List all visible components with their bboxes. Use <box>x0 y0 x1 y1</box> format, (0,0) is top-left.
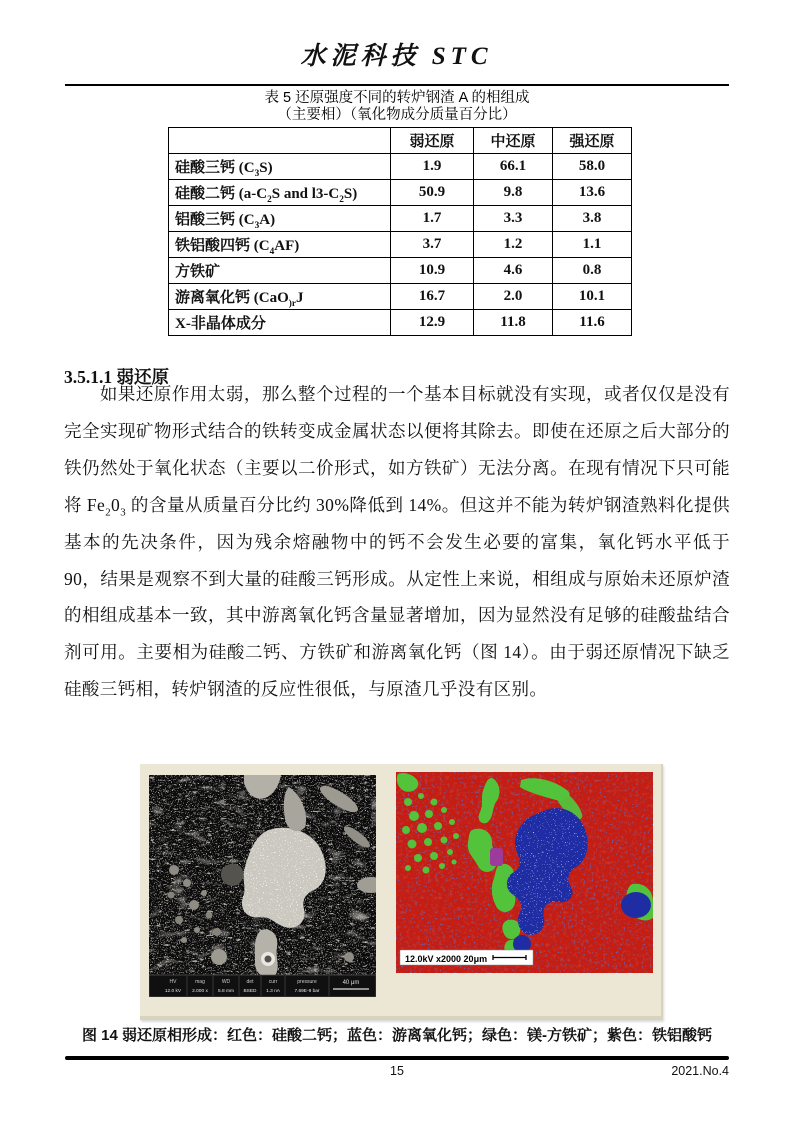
cell-value: 58.0 <box>553 154 632 180</box>
table-row <box>169 232 632 258</box>
cell-value: 12.9 <box>391 310 474 336</box>
table-row <box>169 284 632 310</box>
cell-value: 1.7 <box>391 206 474 232</box>
cell-value: 0.8 <box>553 258 632 284</box>
cell-value: 16.7 <box>391 284 474 310</box>
phase-label: 铁铝酸四钙 $(C_4AF)$ <box>169 232 391 258</box>
sem-col-pressure: pressure <box>297 979 317 985</box>
cell-value: 10.1 <box>553 284 632 310</box>
sem-col-det: det <box>246 979 254 985</box>
phase-label: 游离氧化钙 (CaO$_{)r}$J <box>169 284 391 310</box>
phase-purple-calcium-aluminoferrite <box>490 848 503 866</box>
cell-value: 66.1 <box>474 154 553 180</box>
cell-value: 4.6 <box>474 258 553 284</box>
section-heading: 3.5.1.1 弱还原 <box>64 367 169 387</box>
table-row <box>169 154 632 180</box>
issue-number: 2021.No.4 <box>671 1064 729 1078</box>
cell-value: 10.9 <box>391 258 474 284</box>
table-row <box>169 180 632 206</box>
footer-divider <box>65 1056 729 1060</box>
cell-value: 3.7 <box>391 232 474 258</box>
sem-micrograph <box>149 775 376 1002</box>
table-title-line1: 表 5 还原强度不同的转炉钢渣 A 的相组成 <box>264 90 530 106</box>
col-header-strong: 强还原 <box>553 128 632 154</box>
header-divider <box>65 84 729 86</box>
table-title-line2: （主要相）（氧化物成分质量百分比） <box>277 107 517 123</box>
cell-value: 11.8 <box>474 310 553 336</box>
phase-map-label: 12.0kV x2000 20μm <box>405 954 488 964</box>
cell-value: 9.8 <box>474 180 553 206</box>
cell-value: 50.9 <box>391 180 474 206</box>
phase-label: 方铁矿 <box>169 258 391 284</box>
sem-col-hv: HV <box>169 979 177 985</box>
sem-col-curr: curr <box>268 979 278 985</box>
col-header-weak: 弱还原 <box>391 128 474 154</box>
sem-val-mag: 2.000 x <box>192 989 208 994</box>
cell-value: 2.0 <box>474 284 553 310</box>
table-row <box>169 258 632 284</box>
cell-value: 3.3 <box>474 206 553 232</box>
sem-info-bar <box>149 975 376 997</box>
figure-caption: 图 14 弱还原相形成：红色：硅酸二钙；蓝色：游离氧化钙；绿色：镁-方铁矿；紫色：铁铝酸钙 <box>81 1027 713 1044</box>
sem-val-det: BSED <box>243 989 257 994</box>
sem-col-wd: WD <box>221 979 231 985</box>
table-row <box>169 206 632 232</box>
body-paragraph: 如果还原作用太弱，那么整个过程的一个基本目标就没有实现，或者仅仅是没有完全实现矿物形式结合的铁转变成金属状态以便将其除去。即使在还原之后大部分的铁仍然处于氧化状态（主要以二价形式，如方铁矿）无法分离。在现有情况下只可能将 $Fe_20_3$ 的含量从质量百分比约 30%降低到 14%。但这并不能为转炉钢渣熟料化提供基本的先决条件，因为残余熔融物中的钙不会发生必要的富集，氧化钙水平低于 90，结果是观察不到大量的硅酸三钙形成。从定性上来说，相组成与原始未还原炉渣的相组成基本一致，其中游离氧化钙含量显著增加，因为显然没有足够的硅酸盐结合剂可用。主要相为硅酸二钙、方铁矿和游离氧化钙（图 14）。由于弱还原情况下缺乏硅酸三钙相，转炉钢渣的反应性很低，与原渣几乎没有区别。 <box>64 384 730 700</box>
phase-label: 硅酸三钙 $(C_3S)$ <box>169 154 391 180</box>
phase-map-scale-box <box>400 950 533 965</box>
cell-value: 1.1 <box>553 232 632 258</box>
phase-label: X-非晶体成分 <box>169 310 391 336</box>
table-title <box>65 90 729 124</box>
cell-value: 3.8 <box>553 206 632 232</box>
table-row <box>169 310 632 336</box>
phase-label: 铝酸三钙 $(C_3A)$ <box>169 206 391 232</box>
col-header-medium: 中还原 <box>474 128 553 154</box>
sem-val-hv: 12.0 kV <box>164 989 182 994</box>
phase-composition-table <box>168 127 632 336</box>
cell-value: 1.9 <box>391 154 474 180</box>
phase-label: 硅酸二钙 ($a-C_2S$ and $l3-C_2S$) <box>169 180 391 206</box>
journal-title: 水泥科技 STC <box>300 43 493 70</box>
figure-14 <box>140 764 663 1020</box>
sem-val-wd: 5.8 mm <box>218 989 234 994</box>
cell-value: 11.6 <box>553 310 632 336</box>
phase-map-image <box>396 772 653 978</box>
sem-val-pressure: 7.69E-9 bar <box>294 989 320 994</box>
page-number: 15 <box>390 1064 404 1078</box>
cell-value: 13.6 <box>553 180 632 206</box>
sem-val-curr: 1.3 nA <box>266 989 280 994</box>
table-header-row <box>169 128 632 154</box>
sem-col-mag: mag <box>195 979 205 985</box>
cell-value: 1.2 <box>474 232 553 258</box>
col-header-empty <box>169 128 391 154</box>
sem-scale-label: 40 μm <box>342 980 360 986</box>
